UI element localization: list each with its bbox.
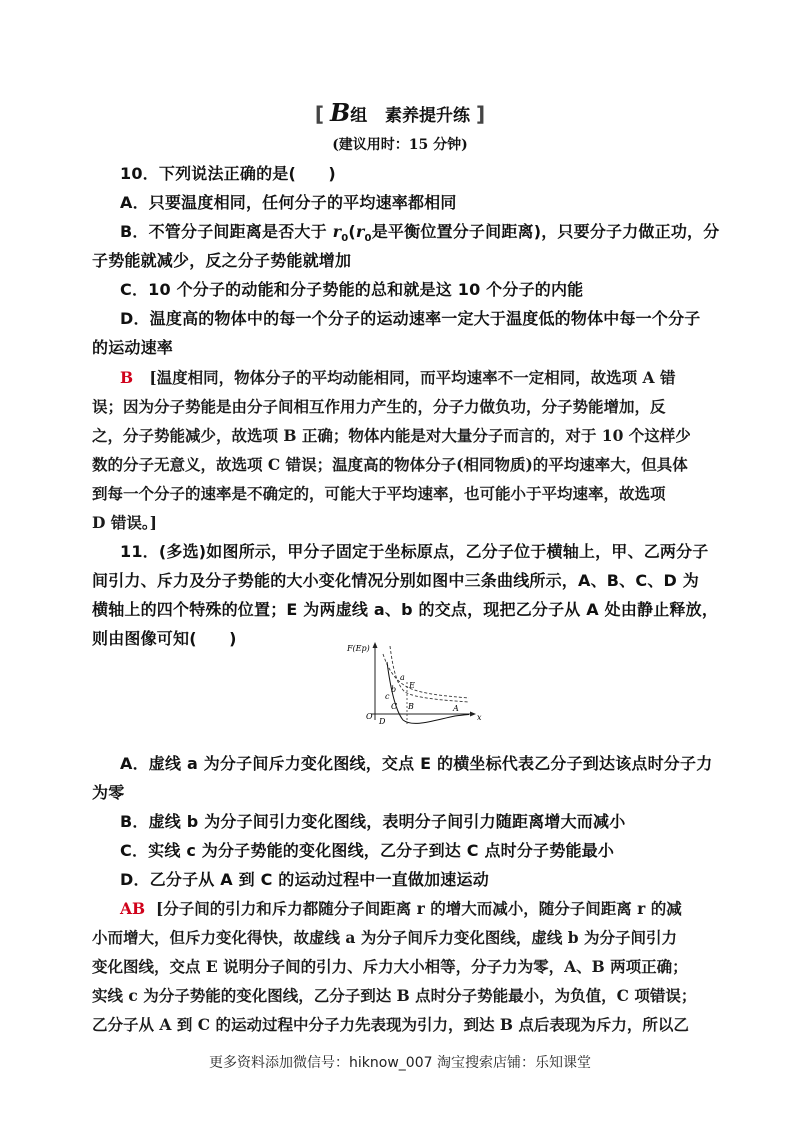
r-symbol-2: r <box>355 222 365 241</box>
bracket-right: ] <box>475 102 486 126</box>
q11-option-a-line2: 为零 <box>92 783 125 802</box>
point-e-label: E <box>409 681 415 690</box>
curve-c-label: c <box>385 692 390 701</box>
section-title: 素养提升练 <box>385 106 471 126</box>
q11-explanation-line4: 实线 c 为分子势能的变化图线，乙分子到达 B 点时分子势能最小，为负值，C 项错误； <box>92 986 697 1005</box>
q11-stem-line1: 11．(多选)如图所示，甲分子固定于坐标原点，乙分子位于横轴上，甲、乙两分子 <box>120 542 709 561</box>
q10-explanation-line3: 之，分子势能减少，故选项 B 正确；物体内能是对大量分子而言的，对于 10 个这样少 <box>92 426 691 445</box>
q11-option-b: B．虚线 b 为分子间引力变化图线，表明分子间引力随距离增大而减小 <box>120 812 626 831</box>
q11-explanation-line1 <box>120 897 682 919</box>
q10-stem: 10．下列说法正确的是( ) <box>120 164 336 183</box>
curve-b-label: b <box>391 685 397 694</box>
point-a-label: A <box>453 704 459 713</box>
q10-explanation-line2: 误；因为分子势能是由分子间相互作用力产生的，分子力做负功，分子势能增加，反 <box>92 397 666 416</box>
x-axis-arrow <box>470 712 476 717</box>
curve-a-label: a <box>400 673 405 682</box>
q10-b-text1: B．不管分子间距离是否大于 <box>120 222 333 241</box>
q11-stem-line2: 间引力、斥力及分子势能的大小变化情况分别如图中三条曲线所示，A、B、C、D 为 <box>92 571 699 590</box>
x-axis-label: x <box>477 713 482 722</box>
q10-option-d-line1: D．温度高的物体中的每一个分子的运动速率一定大于温度低的物体中每一个分子 <box>120 309 701 328</box>
r-subscript-2: 0 <box>364 233 372 245</box>
q10-expl-text1: [温度相同，物体分子的平均动能相同，而平均速率不一定相同，故选项 A 错 <box>149 368 676 387</box>
q10-explanation-line4: 数的分子无意义，故选项 C 错误；温度高的物体分子(相同物质)的平均速率大，但具体 <box>92 455 688 474</box>
group-text: 组 <box>350 106 368 126</box>
r-symbol: r <box>332 222 342 241</box>
time-note: (建议用时：15 分钟) <box>332 137 468 153</box>
paren: ( <box>348 222 356 241</box>
q11-explanation-line5: 乙分子从 A 到 C 的运动过程中分子力先表现为引力，到达 B 点后表现为斥力，所以乙 <box>92 1015 689 1034</box>
group-letter: B <box>329 98 351 127</box>
q11-stem-line3: 横轴上的四个特殊的位置；E 为两虚线 a、b 的交点，现把乙分子从 A 处由静止释放， <box>92 600 719 619</box>
q11-expl-text1: [分子间的引力和斥力都随分子间距离 r 的增大而减小，随分子间距离 r 的减 <box>155 899 682 918</box>
q11-option-a-line1: A．虚线 a 为分子间斥力变化图线，交点 E 的横坐标代表乙分子到达该点时分子力 <box>120 754 713 773</box>
point-b-label: B <box>408 702 414 711</box>
q10-b-text2: 是平衡位置分子间距离)，只要分子力做正功，分 <box>371 222 720 241</box>
q10-explanation-line5: 到每一个分子的速率是不确定的，可能大于平均速率，也可能小于平均速率，故选项 <box>92 484 666 503</box>
molecular-force-figure <box>345 640 485 730</box>
q11-option-c: C．实线 c 为分子势能的变化图线，乙分子到达 C 点时分子势能最小 <box>120 841 615 860</box>
point-c-label: C <box>391 702 398 711</box>
section-header <box>0 98 800 127</box>
point-d-label: D <box>379 717 386 726</box>
y-axis-arrow <box>373 642 378 648</box>
y-axis-label: F(Ep) <box>347 644 370 653</box>
r-subscript: 0 <box>341 233 349 245</box>
q10-option-b-line2: 子势能就减少，反之分子势能就增加 <box>92 251 352 270</box>
q11-stem-line4: 则由图像可知( ) <box>92 629 237 648</box>
q10-explanation-line6: D 错误。] <box>92 513 157 532</box>
q11-explanation-line3: 变化图线，交点 E 说明分子间的引力、斥力大小相等，分子力为零，A、B 两项正确； <box>92 957 688 976</box>
q10-option-c: C．10 个分子的动能和分子势能的总和就是这 10 个分子的内能 <box>120 280 584 299</box>
q11-answer: AB <box>120 899 146 918</box>
q10-option-a: A．只要温度相同，任何分子的平均速率都相同 <box>120 193 457 212</box>
q10-answer: B <box>120 368 134 387</box>
q11-option-d: D．乙分子从 A 到 C 的运动过程中一直做加速运动 <box>120 870 489 889</box>
footer-note: 更多资料添加微信号：hiknow_007 淘宝搜索店铺：乐知课堂 <box>209 1055 591 1071</box>
bracket-left: [ <box>314 102 325 126</box>
q10-explanation-line1 <box>120 366 675 388</box>
q11-explanation-line2: 小而增大，但斥力变化得快，故虚线 a 为分子间斥力变化图线，虚线 b 为分子间引力 <box>92 928 677 947</box>
q10-option-d-line2: 的运动速率 <box>92 338 174 357</box>
q10-option-b-line1 <box>120 219 719 244</box>
origin-label: O <box>366 712 373 721</box>
